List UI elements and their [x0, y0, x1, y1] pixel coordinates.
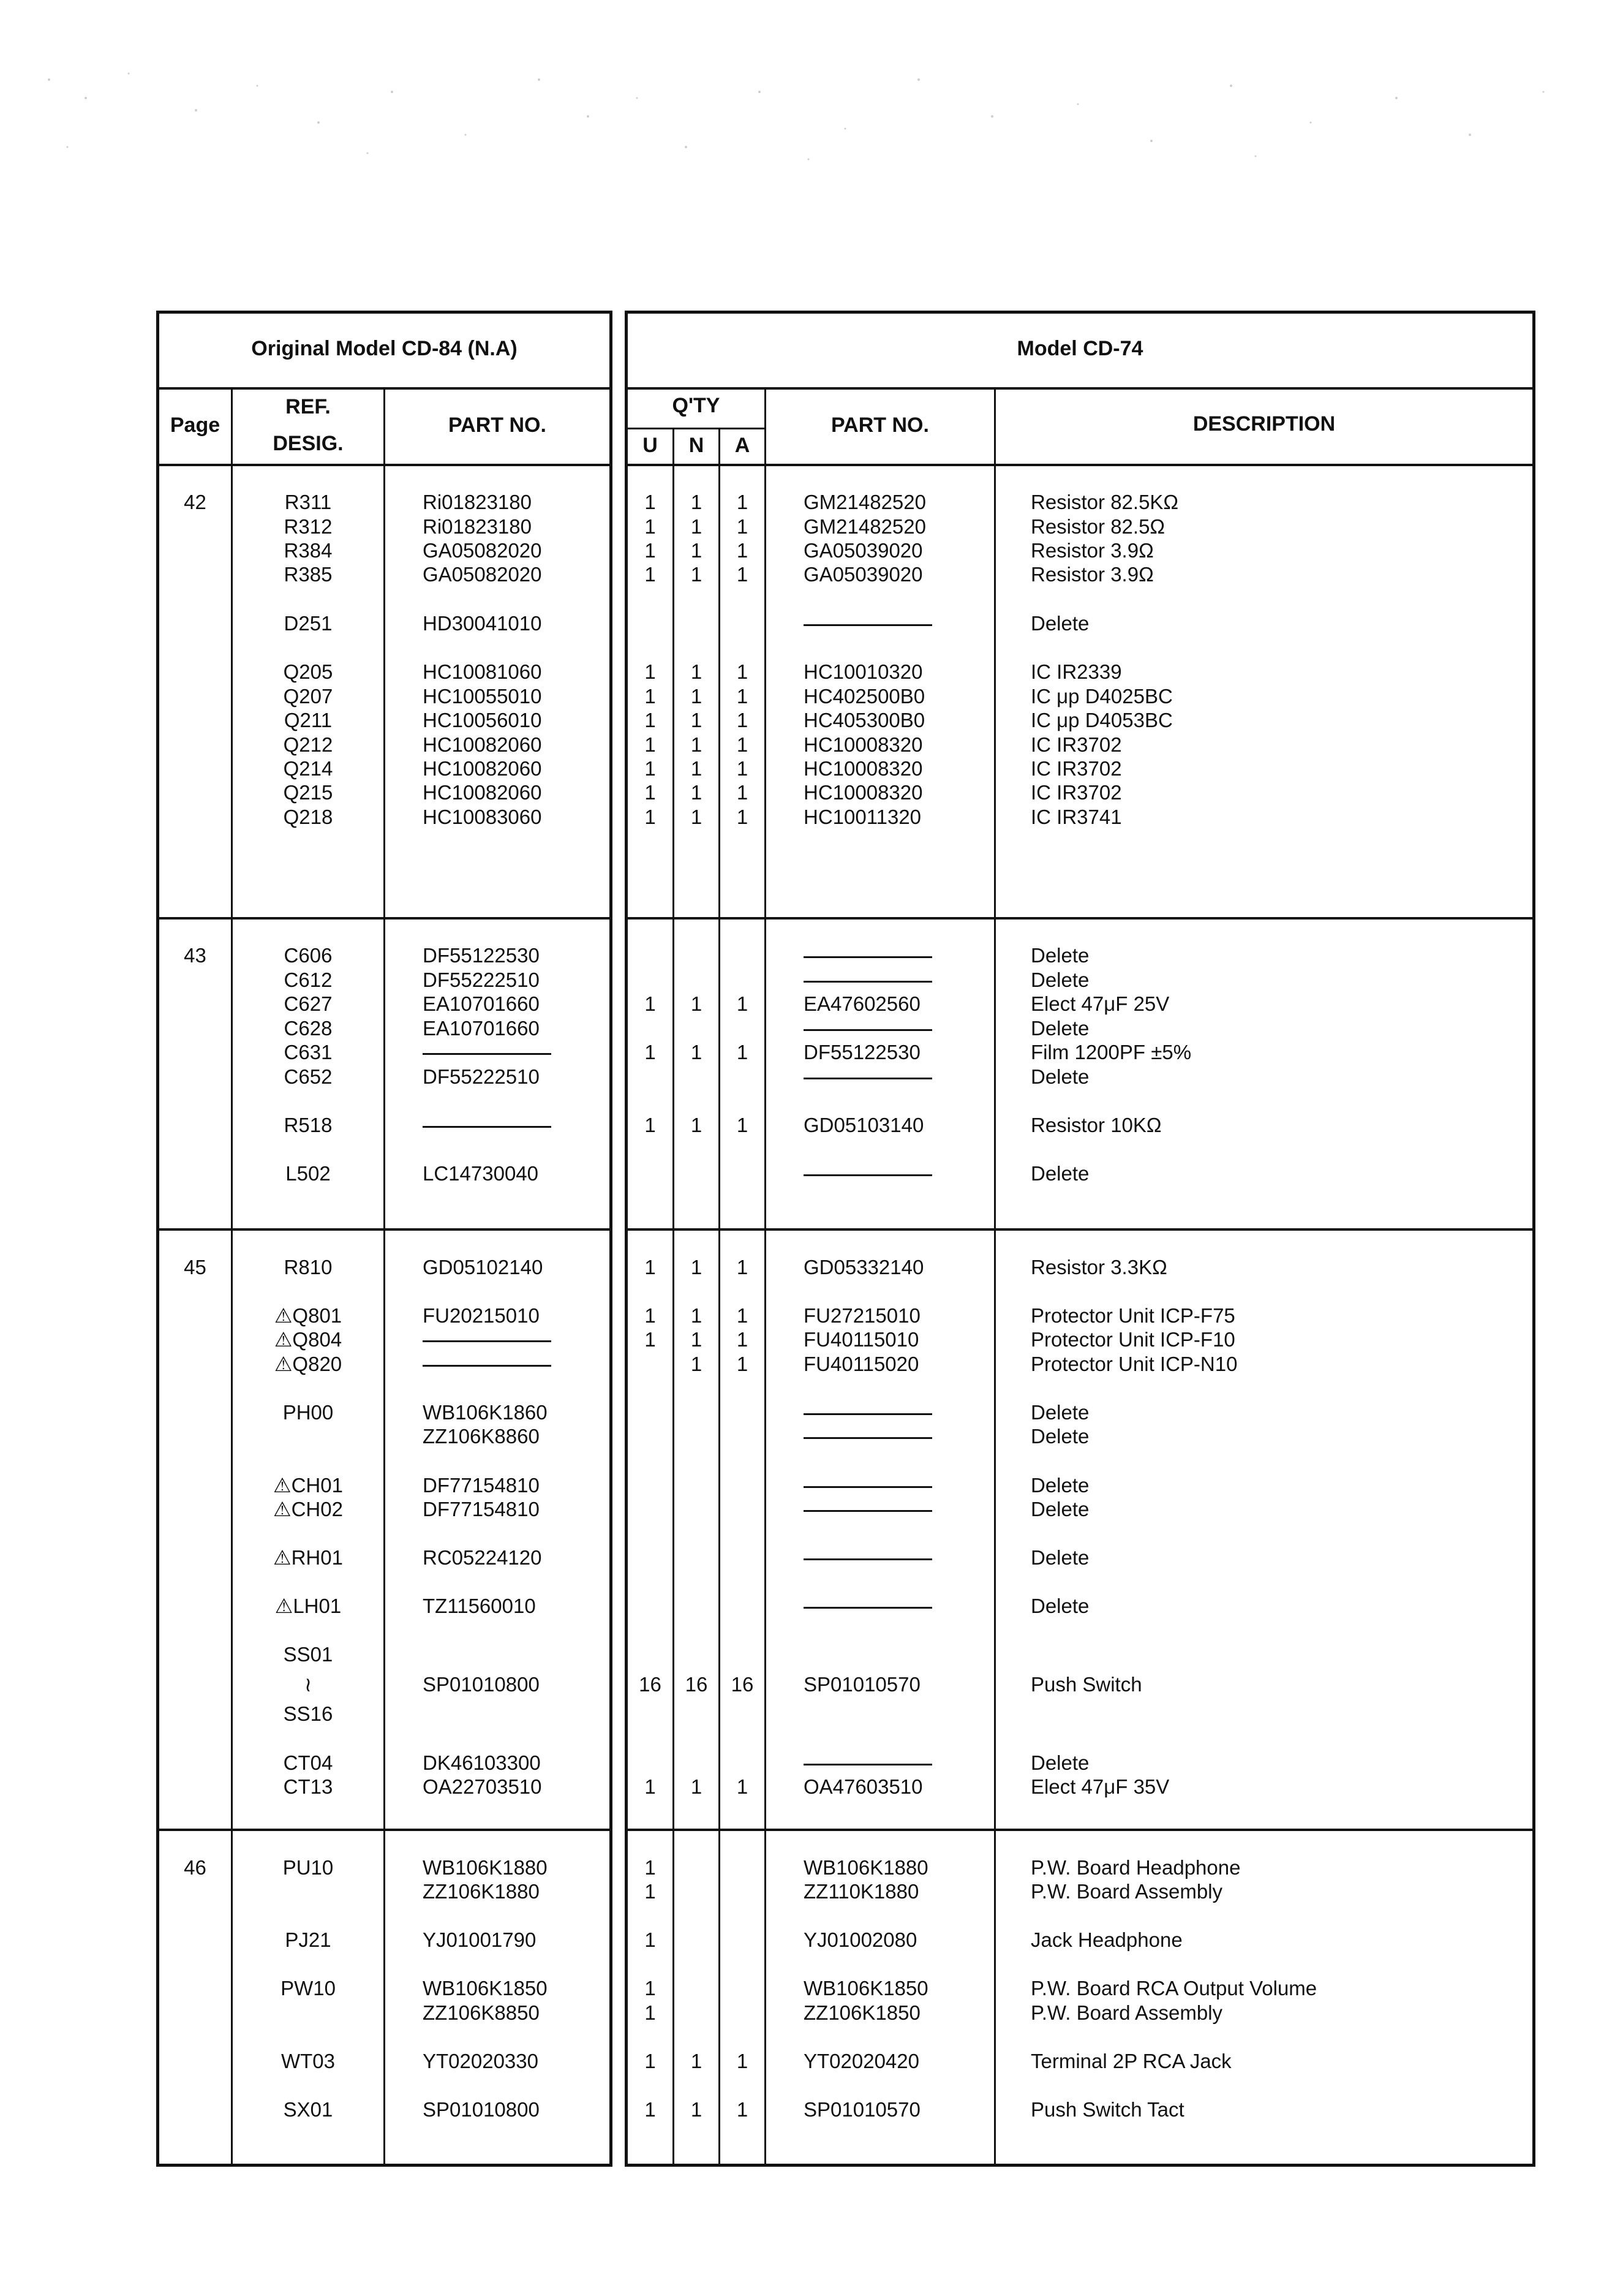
- description: P.W. Board Headphone: [1031, 1856, 1241, 1879]
- new-part-number: YJ01002080: [804, 1928, 917, 1951]
- new-part-number: GA05039020: [804, 563, 923, 586]
- original-model-title: Original Model CD-84 (N.A): [251, 337, 518, 360]
- new-part-number: [804, 1065, 987, 1089]
- description: Resistor 10KΩ: [1031, 1114, 1162, 1136]
- ref-designator: C628: [284, 1017, 333, 1040]
- qty-a: 1: [736, 685, 748, 708]
- original-part-number: Ri01823180: [423, 515, 532, 538]
- description: IC μp D4053BC: [1031, 709, 1173, 731]
- qty-n: 1: [690, 685, 702, 708]
- new-part-number: HC10008320: [804, 781, 923, 804]
- description: P.W. Board Assembly: [1031, 1880, 1223, 1903]
- original-part-number: HC10083060: [423, 806, 542, 828]
- description: Push Switch Tact: [1031, 2098, 1184, 2121]
- original-part-number: ZZ106K8860: [423, 1425, 540, 1448]
- ref-designator: Q215: [283, 781, 333, 804]
- new-part-number: GD05332140: [804, 1256, 924, 1278]
- qty-a: 16: [731, 1673, 754, 1696]
- qty-u: 1: [644, 1256, 656, 1278]
- qty-u: 1: [644, 685, 656, 708]
- page-number: 46: [184, 1856, 206, 1879]
- qty-u: 1: [644, 992, 656, 1015]
- qty-n: 1: [690, 1353, 702, 1375]
- new-part-number: WB106K1880: [804, 1856, 928, 1879]
- new-part-number: SP01010570: [804, 1673, 921, 1696]
- qty-u: 1: [644, 806, 656, 828]
- description: P.W. Board Assembly: [1031, 2001, 1223, 2024]
- qty-u: 1: [644, 563, 656, 586]
- qty-n-header: N: [688, 434, 704, 457]
- qty-u-header: U: [642, 434, 658, 457]
- qty-n: 1: [690, 757, 702, 780]
- original-part-number: DF77154810: [423, 1474, 540, 1497]
- new-part-number: [804, 1546, 987, 1570]
- description: IC IR3702: [1031, 757, 1122, 780]
- new-part-number: [804, 943, 987, 968]
- new-part-number: [804, 1424, 987, 1449]
- qty-a: 1: [736, 781, 748, 804]
- new-part-number: [804, 1594, 987, 1618]
- qty-a: 1: [736, 992, 748, 1015]
- new-part-number: DF55122530: [804, 1041, 921, 1063]
- qty-a: 1: [736, 1114, 748, 1136]
- qty-u: 1: [644, 1328, 656, 1351]
- original-part-number: Ri01823180: [423, 491, 532, 513]
- description: IC IR3702: [1031, 781, 1122, 804]
- ref-designator: R385: [284, 563, 333, 586]
- qty-u: 1: [644, 2050, 656, 2072]
- qty-u: 1: [644, 1928, 656, 1951]
- description: Delete: [1031, 969, 1090, 991]
- no-part-dash: [804, 956, 932, 958]
- original-part-number: HC10081060: [423, 660, 542, 683]
- no-part-dash: [804, 624, 932, 626]
- qty-n: 1: [690, 781, 702, 804]
- original-part-number: SP01010800: [423, 1673, 540, 1696]
- ref-designator: Q214: [283, 757, 333, 780]
- ref-designator: ⚠CH02: [273, 1498, 343, 1520]
- original-part-number: RC05224120: [423, 1546, 542, 1569]
- ref-designator: ⚠Q804: [274, 1328, 342, 1351]
- no-part-dash: [804, 1413, 932, 1415]
- no-part-dash: [804, 981, 932, 983]
- description: Elect 47μF 35V: [1031, 1775, 1170, 1798]
- description: Jack Headphone: [1031, 1928, 1183, 1951]
- original-part-number: SP01010800: [423, 2098, 540, 2121]
- new-part-number: [804, 1751, 987, 1775]
- ref-designator: PU10: [282, 1856, 334, 1879]
- qty-n: 1: [690, 563, 702, 586]
- new-part-number: HC402500B0: [804, 685, 925, 708]
- qty-n: 1: [690, 709, 702, 731]
- no-part-dash: [804, 1558, 932, 1560]
- qty-n: 1: [690, 660, 702, 683]
- qty-a: 1: [736, 709, 748, 731]
- qty-a: 1: [736, 1775, 748, 1798]
- qty-a: 1: [736, 660, 748, 683]
- original-part-number: [423, 1040, 606, 1065]
- new-part-number: GD05103140: [804, 1114, 924, 1136]
- page-number: 42: [184, 491, 206, 513]
- ref-designator: ≀: [304, 1673, 312, 1696]
- description: Push Switch: [1031, 1673, 1142, 1696]
- no-part-dash: [804, 1486, 932, 1488]
- qty-a: 1: [736, 515, 748, 538]
- qty-n: 1: [690, 515, 702, 538]
- original-part-number: WB106K1880: [423, 1856, 548, 1879]
- new-part-number: WB106K1850: [804, 1977, 928, 2000]
- new-part-number: YT02020420: [804, 2050, 919, 2072]
- original-part-number: ZZ106K8850: [423, 2001, 540, 2024]
- no-part-dash: [804, 1174, 932, 1176]
- ref-designator: Q212: [283, 733, 333, 756]
- original-part-number: GA05082020: [423, 539, 542, 562]
- original-part-number: YT02020330: [423, 2050, 538, 2072]
- new-part-number: ZZ106K1850: [804, 2001, 921, 2024]
- description: Terminal 2P RCA Jack: [1031, 2050, 1232, 2072]
- new-part-column-header: PART NO.: [831, 414, 929, 437]
- original-part-number: HC10055010: [423, 685, 542, 708]
- page-number: 45: [184, 1256, 206, 1278]
- ref-designator: Q218: [283, 806, 333, 828]
- description: IC IR3702: [1031, 733, 1122, 756]
- original-part-number: HC10082060: [423, 757, 542, 780]
- description: Delete: [1031, 1162, 1090, 1185]
- qty-n: 1: [690, 2050, 702, 2072]
- new-model-title: Model CD-74: [1017, 337, 1143, 360]
- description: Film 1200PF ±5%: [1031, 1041, 1192, 1063]
- qty-u: 1: [644, 781, 656, 804]
- new-part-number: ZZ110K1880: [804, 1880, 919, 1903]
- ref-designator: R384: [284, 539, 333, 562]
- new-part-number: HC10008320: [804, 757, 923, 780]
- original-part-number: FU20215010: [423, 1304, 540, 1327]
- page-column-header: Page: [170, 414, 220, 437]
- new-part-number: GM21482520: [804, 515, 926, 538]
- qty-n: 1: [690, 992, 702, 1015]
- qty-a: 1: [736, 1041, 748, 1063]
- original-part-number: [423, 1113, 606, 1138]
- new-part-number: [804, 1016, 987, 1041]
- description: IC IR3741: [1031, 806, 1122, 828]
- qty-n: 1: [690, 1041, 702, 1063]
- original-part-number: DF77154810: [423, 1498, 540, 1520]
- ref-column-header-bottom: DESIG.: [273, 432, 344, 455]
- description: Delete: [1031, 1065, 1090, 1088]
- ref-designator: L502: [285, 1162, 331, 1185]
- qty-a: 1: [736, 491, 748, 513]
- description: Delete: [1031, 1017, 1090, 1040]
- original-part-number: GD05102140: [423, 1256, 543, 1278]
- qty-n: 1: [690, 1304, 702, 1327]
- new-part-number: FU27215010: [804, 1304, 921, 1327]
- qty-n: 1: [690, 539, 702, 562]
- ref-designator: R810: [284, 1256, 333, 1278]
- ref-designator: R518: [284, 1114, 333, 1136]
- original-part-number: HD30041010: [423, 612, 542, 635]
- description: IC IR2339: [1031, 660, 1122, 683]
- original-part-number: HC10056010: [423, 709, 542, 731]
- original-part-number: WB106K1860: [423, 1401, 548, 1424]
- qty-n: 1: [690, 1114, 702, 1136]
- new-part-number: [804, 1497, 987, 1522]
- ref-designator: Q211: [284, 709, 333, 731]
- ref-designator: R312: [284, 515, 333, 538]
- qty-u: 1: [644, 2001, 656, 2024]
- orig-part-column-header: PART NO.: [448, 414, 546, 437]
- original-part-number: DF55122530: [423, 944, 540, 967]
- new-part-number: SP01010570: [804, 2098, 921, 2121]
- ref-designator: SS16: [283, 1702, 333, 1725]
- ref-designator: PH00: [282, 1401, 334, 1424]
- scan-noise: [0, 55, 1623, 172]
- no-part-dash: [804, 1764, 932, 1765]
- qty-u: 1: [644, 2098, 656, 2121]
- no-part-dash: [804, 1078, 932, 1079]
- ref-column-header-top: REF.: [285, 395, 331, 418]
- original-part-number: WB106K1850: [423, 1977, 548, 2000]
- qty-n: 1: [690, 1328, 702, 1351]
- new-part-number: HC10008320: [804, 733, 923, 756]
- description: P.W. Board RCA Output Volume: [1031, 1977, 1317, 2000]
- ref-designator: R311: [284, 491, 332, 513]
- qty-u: 1: [644, 660, 656, 683]
- qty-u: 1: [644, 539, 656, 562]
- description: Delete: [1031, 1498, 1090, 1520]
- qty-a: 1: [736, 2050, 748, 2072]
- new-part-number: [804, 611, 987, 636]
- no-part-dash: [804, 1510, 932, 1512]
- description: Delete: [1031, 1474, 1090, 1497]
- qty-u: 1: [644, 1114, 656, 1136]
- ref-designator: PJ21: [285, 1928, 331, 1951]
- no-part-dash: [804, 1029, 932, 1031]
- qty-u: 1: [644, 1775, 656, 1798]
- ref-designator: C612: [284, 969, 333, 991]
- description: Resistor 3.9Ω: [1031, 539, 1154, 562]
- qty-a: 1: [736, 1353, 748, 1375]
- description: Delete: [1031, 612, 1090, 635]
- original-part-number: GA05082020: [423, 563, 542, 586]
- qty-a: 1: [736, 563, 748, 586]
- qty-a: 1: [736, 1256, 748, 1278]
- ref-designator: CT04: [283, 1751, 333, 1774]
- description: Resistor 82.5KΩ: [1031, 491, 1179, 513]
- description: Delete: [1031, 944, 1090, 967]
- new-part-number: HC405300B0: [804, 709, 925, 731]
- description: Protector Unit ICP-F75: [1031, 1304, 1235, 1327]
- qty-n: 1: [690, 733, 702, 756]
- qty-a: 1: [736, 806, 748, 828]
- ref-designator: C652: [284, 1065, 333, 1088]
- description: Protector Unit ICP-F10: [1031, 1328, 1235, 1351]
- original-part-number: DF55222510: [423, 1065, 540, 1088]
- new-part-number: EA47602560: [804, 992, 921, 1015]
- original-part-number: TZ11560010: [423, 1595, 536, 1617]
- new-part-number: [804, 1400, 987, 1425]
- ref-designator: WT03: [281, 2050, 335, 2072]
- description: Elect 47μF 25V: [1031, 992, 1170, 1015]
- ref-designator: ⚠LH01: [274, 1595, 342, 1617]
- ref-designator: C627: [284, 992, 333, 1015]
- qty-u: 1: [644, 1880, 656, 1903]
- qty-a-header: A: [734, 434, 750, 457]
- original-part-number: [423, 1327, 606, 1352]
- qty-u: 1: [644, 709, 656, 731]
- original-part-number: ZZ106K1880: [423, 1880, 540, 1903]
- original-part-number: EA10701660: [423, 992, 540, 1015]
- no-part-dash: [423, 1053, 551, 1055]
- ref-designator: CT13: [283, 1775, 333, 1798]
- qty-u: 1: [644, 733, 656, 756]
- qty-u: 16: [639, 1673, 661, 1696]
- original-part-number: EA10701660: [423, 1017, 540, 1040]
- new-part-number: OA47603510: [804, 1775, 923, 1798]
- description: Delete: [1031, 1751, 1090, 1774]
- new-part-number: FU40115020: [804, 1353, 919, 1375]
- description: Resistor 3.3KΩ: [1031, 1256, 1167, 1278]
- original-part-number: HC10082060: [423, 733, 542, 756]
- original-part-number: LC14730040: [423, 1162, 539, 1185]
- ref-designator: ⚠Q820: [274, 1353, 342, 1375]
- description: IC μp D4025BC: [1031, 685, 1173, 708]
- new-part-number: HC10010320: [804, 660, 923, 683]
- new-part-number: GA05039020: [804, 539, 923, 562]
- description-column-header: DESCRIPTION: [1192, 412, 1336, 436]
- no-part-dash: [423, 1126, 551, 1128]
- qty-n: 1: [690, 1256, 702, 1278]
- new-part-number: GM21482520: [804, 491, 926, 513]
- ref-designator: SX01: [283, 2098, 333, 2121]
- ref-designator: Q207: [283, 685, 333, 708]
- qty-u: 1: [644, 757, 656, 780]
- original-part-number: [423, 1352, 606, 1376]
- ref-designator: Q205: [283, 660, 333, 683]
- qty-a: 1: [736, 757, 748, 780]
- ref-designator: PW10: [281, 1977, 336, 2000]
- no-part-dash: [423, 1365, 551, 1367]
- page-number: 43: [184, 944, 206, 967]
- qty-n: 1: [690, 491, 702, 513]
- qty-a: 1: [736, 733, 748, 756]
- description: Delete: [1031, 1546, 1090, 1569]
- ref-designator: ⚠CH01: [273, 1474, 343, 1497]
- original-part-number: OA22703510: [423, 1775, 542, 1798]
- no-part-dash: [423, 1340, 551, 1342]
- new-part-number: [804, 968, 987, 992]
- description: Delete: [1031, 1425, 1090, 1448]
- ref-designator: C606: [284, 944, 333, 967]
- new-part-number: [804, 1161, 987, 1186]
- qty-n: 1: [690, 1775, 702, 1798]
- ref-designator: SS01: [283, 1643, 333, 1666]
- no-part-dash: [804, 1437, 932, 1439]
- new-part-number: HC10011320: [804, 806, 922, 828]
- original-part-number: DF55222510: [423, 969, 540, 991]
- qty-u: 1: [644, 515, 656, 538]
- description: Resistor 3.9Ω: [1031, 563, 1154, 586]
- qty-a: 1: [736, 1304, 748, 1327]
- description: Delete: [1031, 1401, 1090, 1424]
- no-part-dash: [804, 1607, 932, 1609]
- qty-u: 1: [644, 491, 656, 513]
- original-part-number: YJ01001790: [423, 1928, 537, 1951]
- description: Delete: [1031, 1595, 1090, 1617]
- ref-designator: ⚠RH01: [273, 1546, 343, 1569]
- new-part-number: FU40115010: [804, 1328, 919, 1351]
- qty-n: 16: [685, 1673, 708, 1696]
- qty-n: 1: [690, 806, 702, 828]
- qty-u: 1: [644, 1304, 656, 1327]
- new-part-number: [804, 1473, 987, 1498]
- ref-designator: D251: [284, 612, 333, 635]
- qty-u: 1: [644, 1977, 656, 2000]
- qty-u: 1: [644, 1856, 656, 1879]
- ref-designator: ⚠Q801: [274, 1304, 342, 1327]
- qty-a: 1: [736, 1328, 748, 1351]
- original-part-number: DK46103300: [423, 1751, 541, 1774]
- qty-a: 1: [736, 539, 748, 562]
- original-part-number: HC10082060: [423, 781, 542, 804]
- qty-u: 1: [644, 1041, 656, 1063]
- ref-designator: C631: [284, 1041, 333, 1063]
- description: Protector Unit ICP-N10: [1031, 1353, 1238, 1375]
- qty-column-header: Q'TY: [672, 394, 720, 417]
- qty-a: 1: [736, 2098, 748, 2121]
- description: Resistor 82.5Ω: [1031, 515, 1165, 538]
- qty-n: 1: [690, 2098, 702, 2121]
